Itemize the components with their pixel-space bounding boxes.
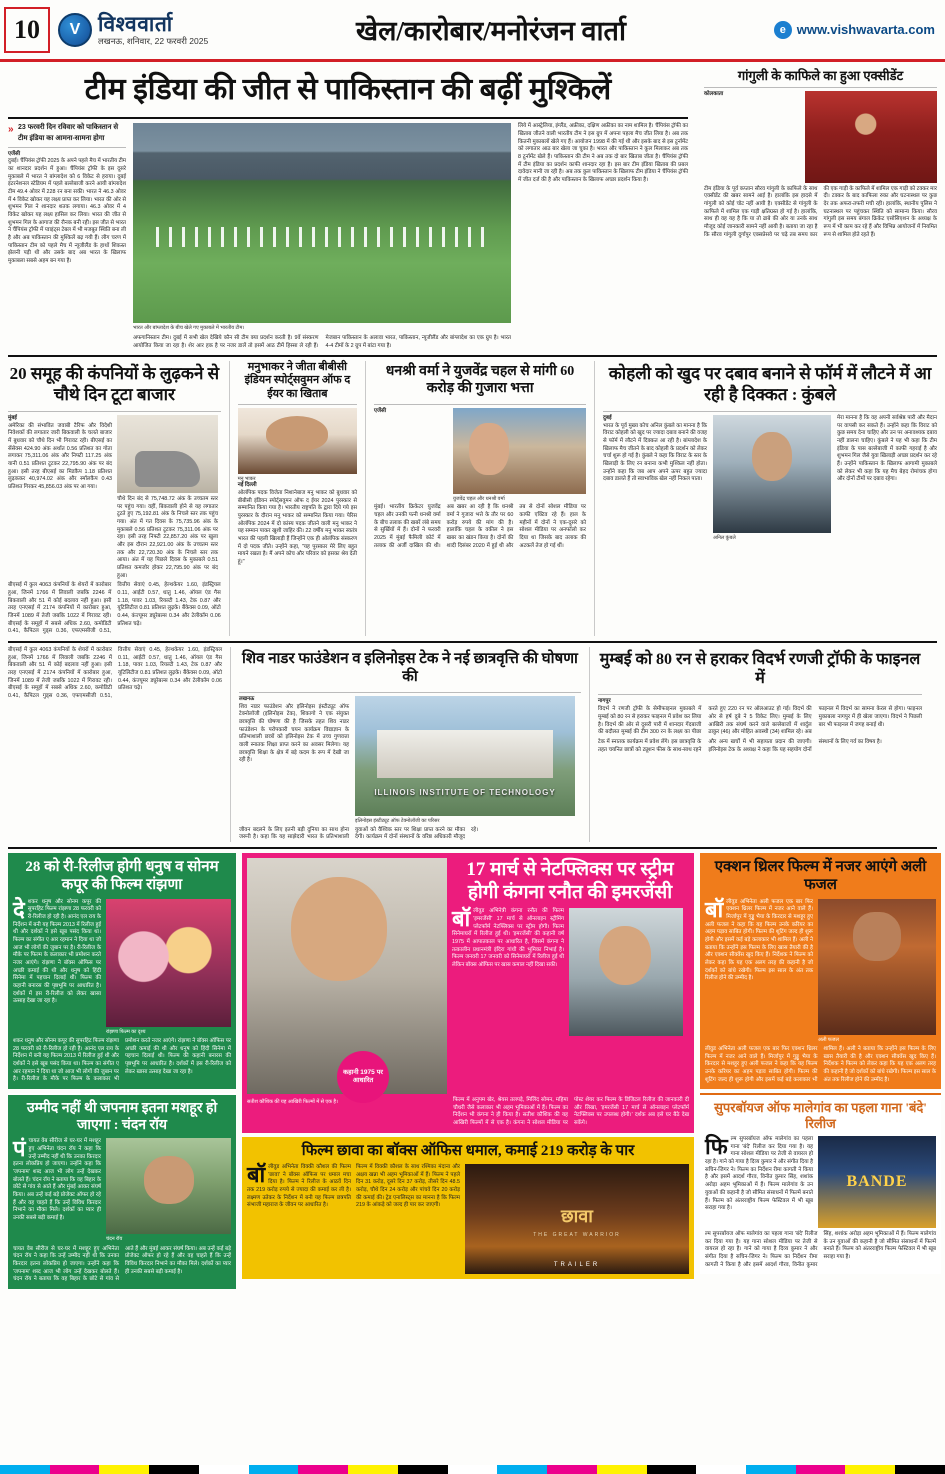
- manu-photo: [238, 408, 357, 474]
- ranjhaana-text-2: शकर धनुष और सोनम कपूर की सुपरहिट फिल्म रांझणा 28 फरवरी को री-रिलीज हो रही है। आनंद एल राय के निर्देशन में बनी यह फिल्म 2013 में रिलीज हुई थी और दर्शकों ने इसे खूब पसंद किया था। फिल्म का संगीत ए आर रहमान ने दिया था जो आज भी लोगों की जुबान पर है। री-रिलीज के मौके पर फिल्म के कलाकार भी प्रमोशन करते नजर आएंगे। रांझणा ने बॉक्स ऑफिस पर अच्छी कमाई की थी और धनुष को हिंदी सिनेमा में पहचान दिलाई थी। फिल्म की कहानी बनारस की पृष्ठभूमि पर आधारित है। दर्शकों में इस री-रिलीज को लेकर खासा उत्साह देखा जा रहा है।: [13, 1038, 231, 1083]
- chandan-story: [8, 1093, 236, 1289]
- ganguly-headline: गांगुली के काफिले का हुआ एक्सीडेंट: [737, 68, 904, 83]
- lead-headline: टीम इंडिया की जीत से पाकिस्तान की बढ़ीं मुश्किलें: [84, 73, 612, 106]
- page-number: 10: [4, 7, 50, 53]
- dhanashree-photo-caption: युजवेंद्र चहल और धनश्री वर्मा: [453, 495, 505, 502]
- lead-photo-block: [133, 123, 511, 350]
- lead-text-1: दुबई। चैंपियंस ट्रॉफी 2025 के अपने पहले मैच में भारतीय टीम का शानदार प्रदर्शन में हुआ। चैंपियंस ट्रॉफी के इस दूसरे मुकाबले में भारत ने बांग्लादेश को 6 विकेट से हराया। दुबई इंटरनेशनल स्टेडियम में पहले बल्लेबाजी करने आयी बांग्लादेश टीम 49.4 ओवर में 228 रन बना सकी। भारत ने 46.3 ओवर में 4 विकेट खोकर यह लक्ष्य प्राप्त कर लिया। भारत की ओर से शुभमन गिल ने शानदार शतक लगाया। 46.3 ओवर में 4 विकेट खोकर यह लक्ष्य हासिल कर लिया। भारत की जीत से शुभमन गिल के आगाज की रौनक बनी रही। इस जीत से भारत ने चैंपियंस ट्रॉफी में प्वाइंट्स टेबल में भी मजबूत स्थिति बना ली है और अब पाकिस्तान की मुश्किलें बढ़ गयी हैं। लीग चरण में पाकिस्तान टीम को पहले मैच में न्यूजीलैंड के हाथों शिकस्त झेलनी पड़ी थी और उसके बाद अब भारत के खिलाफ मुकाबला सबसे अहम बन गया है।: [8, 158, 127, 265]
- website-url-text: www.vishwavarta.com: [796, 22, 935, 37]
- ranjhaana-headline: 28 को री-रिलीज होगी धनुष व सोनम कपूर की फिल्म रांझणा: [25, 858, 219, 894]
- globe-icon: e: [774, 21, 792, 39]
- alifazal-text: लीवुड अभिनेता अली फजल एक बार फिर एक्शन थ्रिलर फिल्म में नजर आने वाले हैं। मिर्जापुर में गुड्डू भैया के किरदार से मशहूर हुए अली फजल ने कहा कि यह फिल्म उनके करियर का अहम पड़ाव साबित होगी। फिल्म की शूटिंग जल्द ही शुरू होगी और इसमें कई बड़े कलाकार भी शामिल हैं। अली ने बताया कि उन्होंने इस फिल्म के लिए खास तैयारी की है और एक्शन सीक्वेंस खुद किए हैं। निर्देशक ने फिल्म को लेकर कहा कि यह एक अलग तरह की कहानी है जो दर्शकों को बांधे रखेगी। फिल्म इस साल के अंत तक रिलीज होने की उम्मीद है।: [705, 898, 813, 982]
- manu-headline: मनुभाकर ने जीता बीबीसी इंडियन स्पोर्ट्सवुमन ऑफ द ईयर का खिताब: [244, 361, 351, 400]
- lead-text-3: लिये में आस्ट्रेलिया, इंग्लैंड, अफ्रीका, दक्षिण अफ्रीका का नाम शामिल है। चैंपियंस ट्रॉफी का खिताब जीतने वाली भारतीय टीम ने इस ग्रुप में अपना पहला मैच जीत लिया है। अब तक कितनी मुकाबलों खेले गए हैं। आयोजन 1998 में की गई थी और इसके बाद से इस टूर्नामेंट को लगातार आठ बार खेला जा चुका है। भारत और पाकिस्तान ने कुल मिलाकर अब तक 8 टूर्नामेंट खेले हैं। पाकिस्तान की टीम ने अब तक दो बार खिताब जीता है। चैंपियंस ट्रॉफी में टीम इंडिया का प्रदर्शन काफी शानदार रहा है। इस बार टीम इंडिया खिताब की प्रबल दावेदार मानी जा रही है। अब तक कुल पाकिस्तान के खिलाफ टीम इंडिया ने चैंपियंस ट्रॉफी में जीत दर्ज की है और पाकिस्तान के खिलाफ अच्छा प्रदर्शन किया है।: [518, 123, 688, 184]
- chandan-dropcap: पं: [13, 1136, 26, 1162]
- alifazal-text-2: लीवुड अभिनेता अली फजल एक बार फिर एक्शन थ्रिलर फिल्म में नजर आने वाले हैं। मिर्जापुर में गुड्डू भैया के किरदार से मशहूर हुए अली फजल ने कहा कि यह फिल्म उनके करियर का अहम पड़ाव साबित होगी। फिल्म की शूटिंग जल्द ही शुरू होगी और इसमें कई बड़े कलाकार भी शामिल हैं। अली ने बताया कि उन्होंने इस फिल्म के लिए खास तैयारी की है और एक्शन सीक्वेंस खुद किए हैं। निर्देशक ने फिल्म को लेकर कहा कि यह एक अलग तरह की कहानी है जो दर्शकों को बांधे रखेगी। फिल्म इस साल के अंत तक रिलीज होने की उम्मीद है।: [705, 1046, 936, 1083]
- kumble-text-2: मेरा मानना है कि वह अपनी सर्वश्रेष्ठ पारी और मैदान पर वापसी कर सकते हैं। उन्होंने कहा कि विराट को कुछ समय देना चाहिए और उन पर अनावश्यक दबाव नहीं डालना चाहिए। कुंबले ने यह भी कहा कि टीम इंडिया के पास बल्लेबाजी में काफी गहराई है और शुभमन गिल जैसे युवा खिलाड़ी अच्छा प्रदर्शन कर रहे हैं। उन्होंने पाकिस्तान के खिलाफ आगामी मुकाबले को लेकर भी कहा कि यह मैच बेहद रोमांचक होगा और दोनों टीमों पर दबाव रहेगा।: [837, 415, 938, 483]
- chhaava-poster-title: छावा: [561, 1205, 593, 1226]
- ganguly-dateline: कोलकाता: [704, 90, 724, 97]
- dhanashree-story: [374, 361, 586, 636]
- shivnadar-photo-campus: [355, 696, 575, 816]
- chhaava-poster-subtitle: THE GREAT WARRIOR: [533, 1232, 621, 1239]
- ganguly-text: टीम इंडिया के पूर्व कप्तान सौरव गांगुली के काफिले के साथ एक्सीडेंट की खबर सामने आई है। हालांकि इस हादसे में गांगुली को कोई चोट नहीं आयी है। एक्सीडेंट से गांगुली के काफिले में शामिल एक गाड़ी क्षतिग्रस्त हो गई है। हालांकि, साथ ही वह यह है कि या तो ढाबे की ओर या उनके साथ मौजूद कोई जानकारी सामने नहीं आयी है। बताया जा रहा है कि सौरव गांगुली दुर्गापुर एक्सप्रेसवे पर चढ़े तब समय कार की एक गाड़ी के काफिले में शामिल एक गाड़ी को टक्कर मार दी। टक्कर के बाद काफिला रुका और घटनास्थल पर कुछ देर तक अफरा-तफरी मची रही। हालांकि, स्थानीय पुलिस ने घटनास्थल पर पहुंचकर स्थिति को सामान्य किया। सौरव गांगुली इस समय बंगाल क्रिकेट एसोसिएशन के अध्यक्ष के रूप में भी काम कर रहे हैं और विभिन्न आयोजनों में नियमित रूप से शामिल होते रहते हैं।: [704, 185, 937, 238]
- bande-text: ल्म सुपरबॉयज ऑफ मालेगांव का पहला गाना 'बंदे' रिलीज कर दिया गया है। यह गाना सोशल मीडिया पर तेजी से वायरल हो रहा है। गाने को गाया है दिव्य कुमार ने और संगीत दिया है सचिन-जिगर ने। फिल्म का निर्देशन रीमा कागती ने किया है और इसमें आदर्श गौरव, विनीत कुमार सिंह, शशांक अरोड़ा अहम भूमिकाओं में हैं। फिल्म मालेगांव के उन युवाओं की कहानी है जो सीमित संसाधनों में फिल्में बनाते हैं। फिल्म को अंतरराष्ट्रीय फिल्म फेस्टिवल में भी खूब सराहा गया है।: [705, 1136, 813, 1212]
- alifazal-photo: [818, 899, 936, 1035]
- ranjhaana-text: शकर धनुष और सोनम कपूर की सुपरहिट फिल्म रांझणा 28 फरवरी को री-रिलीज हो रही है। आनंद एल राय के निर्देशन में बनी यह फिल्म 2013 में रिलीज हुई थी और दर्शकों ने इसे खूब पसंद किया था। फिल्म का संगीत ए आर रहमान ने दिया था जो आज भी लोगों की जुबान पर है। री-रिलीज के मौके पर फिल्म के कलाकार भी प्रमोशन करते नजर आएंगे। रांझणा ने बॉक्स ऑफिस पर अच्छी कमाई की थी और धनुष को हिंदी सिनेमा में पहचान दिलाई थी। फिल्म की कहानी बनारस की पृष्ठभूमि पर आधारित है। दर्शकों में इस री-रिलीज को लेकर खासा उत्साह देखा जा रहा है।: [13, 898, 101, 1005]
- cmyk-registration-strip: [0, 1465, 945, 1474]
- ranjhaana-photo-caption: रांझणा फिल्म का दृश्य: [106, 1028, 146, 1035]
- kangana-photo-caption: सतीश कौशिक की यह आखिरी फिल्मों में से एक है।: [247, 1098, 338, 1105]
- kangana-story: [242, 853, 694, 1133]
- publication-edition-date: लखनऊ, शनिवार, 22 फरवरी 2025: [98, 36, 209, 47]
- ranjhaana-dropcap: दे: [13, 896, 25, 922]
- lead-kicker: » 23 फरवरी दिन रविवार को पाकिस्तान से टीम इंडिया का आमना-सामना होगा: [8, 123, 126, 143]
- market-text-2: चौथे दिन बंद से 75,748.72 अंक के उच्चतम स्तर पर पहुंच गया। वहीं, बिकवाली होने से यह लगातार टूटते हुए 75,192.81 अंक के निचले स्तर तक पहुंच गया। अंत में गत दिवस के 75,735.96 अंक के मुकाबले 0.56 प्रतिशत टूटकर 75,311.06 अंक पर रहा। इसी तरह निफ्टी 22,857.20 अंक पर खुला और इस दौरान 22,921.00 अंक के उच्चतम स्तर तक और 22,720.30 अंक के निचले स्तर तक आया। अंत में यह पिछले दिवस के मुकाबले 0.51 प्रतिशत कमजोर होकर 22,795.90 अंक पर बंद हुआ।: [117, 496, 218, 579]
- lead-story: [8, 68, 688, 350]
- chandan-headline: उम्मीद नहीं थी जपनाम इतना मशहूर हो जाएगा : चंदन रॉय: [26, 1101, 218, 1134]
- dhanashree-headline: धनश्री वर्मा ने युजवेंद्र चहल से मांगी 60 करोड़ की गुजारा भत्ता: [385, 364, 575, 397]
- ranji-dateline: नागपुर: [598, 698, 611, 705]
- lead-col-1: [8, 123, 126, 350]
- top-section: [8, 68, 937, 350]
- kumble-story: [603, 361, 937, 636]
- logo-icon: V: [58, 13, 92, 47]
- bande-headline: सुपरबॉयज ऑफ मालेगांव का पहला गाना 'बंदे' रिलीज: [714, 1100, 927, 1132]
- entertainment-right-col: [700, 853, 941, 1289]
- ganguly-photo: [805, 91, 937, 183]
- chandan-photo: [106, 1138, 231, 1234]
- manu-text: ओलंपिक पदक विजेता निशानेबाज मनु भाकर को बुधवार को बीबीसी इंडियन स्पोर्ट्सवुमन ऑफ द ईयर 2024 पुरस्कार से सम्मानित किया गया है। भारतीय राष्ट्रपति के द्वारा दिये गये इस पुरस्कार के दौरान मनु भाकर को सम्मानित किया गया। पेरिस ओलंपिक 2024 में दो कांस्य पदक जीतने वाली मनु भाकर ने यह सम्मान पाकर खुशी जाहिर की। 22 वर्षीय मनु भाकर स्वतंत्र भारत की पहली खिलाड़ी हैं जिन्होंने एक ही ओलंपिक संस्करण में दो पदक जीते। उन्होंने कहा, ''यह पुरस्कार मेरे लिए बहुत मायने रखता है। मैं अपने कोच और परिवार को इसका श्रेय देती हूं।'': [237, 489, 358, 566]
- kangana-photo-secondary: [569, 908, 683, 1036]
- chhaava-text-2: फिल्म में विक्की कौशल के साथ रश्मिका मंदाना और अक्षय खन्ना भी अहम भूमिकाओं में हैं। फिल्म ने पहले दिन 31 करोड़, दूसरे दिन 37 करोड़, तीसरे दिन 48.5 करोड़, चौथे दिन 24 करोड़ और पांचवे दिन 20 करोड़ की कमाई की। ट्रेड एनालिस्ट्स का मानना है कि फिल्म 219 के आंकड़े को जल्द ही पार कर जाएगी।: [356, 1163, 460, 1209]
- campus-building-label: ILLINOIS INSTITUTE OF TECHNOLOGY: [374, 787, 556, 797]
- lead-dateline: एजेंसी: [8, 150, 21, 157]
- ranji-headline: मुम्बई को 80 रन से हराकर विदर्भ रणजी ट्रॉफी के फाइनल में: [599, 651, 921, 688]
- kangana-text-2: फिल्म में अनुपम खेर, श्रेयस तलपड़े, मिलिंद सोमन, महिमा चौधरी जैसे कलाकार भी अहम भूमिकाओं में हैं। फिल्म का निर्देशन भी कंगना ने ही किया है। सतीश कौशिक की यह आखिरी फिल्मों में से एक है। कंगना ने सोशल मीडिया पर पोस्ट शेयर कर फिल्म के डिजिटल रिलीज की जानकारी दी और लिखा, 'इमरजेंसी 17 मार्च से ऑनलाइन प्लेटफॉर्म नेटफ्लिक्स पर उपलब्ध होगी।' दर्शक अब इसे घर बैठे देख सकेंगे।: [453, 1096, 689, 1126]
- chandan-text: चायत वेब सीरीज से घर-घर में मशहूर हुए अभिनेता चंदन रॉय ने कहा कि उन्हें उम्मीद नहीं थी कि उनका किरदार इतना लोकप्रिय हो जाएगा। उन्होंने कहा कि 'जपनाम' शब्द आज भी लोग उन्हें देखकर बोलते हैं। चंदन रॉय ने बताया कि वह बिहार के छोटे से गांव से आते हैं और मुंबई आकर संघर्ष किया। अब उन्हें कई बड़े प्रोजेक्ट ऑफर हो रहे हैं और वह चाहते हैं कि उन्हें विविध किरदार निभाने का मौका मिले। दर्शकों का प्यार ही उनकी सबसे बड़ी कमाई है।: [13, 1138, 101, 1221]
- publication-name: विश्ववार्ता: [98, 12, 173, 37]
- shivnadar-story: [239, 647, 581, 842]
- kumble-headline: कोहली को खुद पर दबाव बनाने से फॉर्म में लौटने में आ रही है दिक्कत : कुंबले: [608, 364, 932, 404]
- entertainment-mid-col: [242, 853, 694, 1289]
- bande-poster-title: BANDE: [846, 1172, 908, 1190]
- alifazal-photo-caption: अली फजल: [818, 1036, 839, 1043]
- lead-photo-caption: भारत और बांग्लादेश के बीच खेले गए मुकाबले में भारतीय टीम।: [133, 325, 245, 332]
- dhanashree-photo: [453, 408, 586, 494]
- dhanashree-text: मुंबई। भारतीय क्रिकेटर युजवेंद्र चहल और उनकी पत्नी धनश्री वर्मा के बीच तलाक की खबरें लंबे समय से सुर्खियों में हैं। दोनों ने फरवरी 2025 में मुंबई फैमिली कोर्ट में तलाक की अर्जी दाखिल की थी। अब खबर आ रही है कि धनश्री वर्मा ने गुजारा भत्ते के तौर पर 60 करोड़ रुपये की मांग की है। हालांकि चहल के वकील ने इस खबर का खंडन किया है। दोनों की शादी दिसंबर 2020 में हुई थी और तब से दोनों सोशल मीडिया पर काफी एक्टिव रहे हैं। हाल के महीनों में दोनों ने एक-दूसरे को सोशल मीडिया पर अनफॉलो कर दिया था जिसके बाद तलाक की अटकलें तेज हो गई थीं।: [374, 504, 586, 549]
- chhaava-poster: [465, 1164, 689, 1274]
- lead-text-2: अफगानिस्तान टीम। दुबई में सभी खेल देखिये कौन सी टीम क्या प्रदर्शन करती है। 9वें संस्करण आयोजित किया जा रहा है। शेर आर हक है पर नजर डालें तो इसमें आठ टीमें हिस्सा ले रही हैं। मेजबान पाकिस्तान के अलावा भारत, पाकिस्तान, न्यूजीलैंड और बांग्लादेश का एक ग्रुप है। भारत 4-4 टीमों के 2 ग्रुप में बांटा गया है।: [133, 334, 511, 349]
- manu-dateline: नई दिल्ली: [237, 482, 257, 489]
- alifazal-story: [700, 853, 941, 1089]
- shivnadar-photo-caption: इलिनोइस इंस्टीट्यूट ऑफ टेक्नोलॉजी का परिसर: [355, 818, 440, 825]
- ganguly-story: [704, 68, 937, 350]
- shivnadar-text-1: शिव नाडर फाउंडेशन और इलिनोइस इंस्टीट्यूट ऑफ टेक्नोलॉजी (इलिनोइस टेक), शिकागो ने एक संयुक्त छात्रवृत्ति की घोषणा की है जिसके तहत शिव नाडर फाउंडेशन के परोपकारी चयन कार्यक्रम विद्याज्ञान के प्रतिभाशाली छात्रों को इलिनोइस टेक में उच्च गुणवत्ता वाली स्नातक शिक्षा प्राप्त करने का अवसर मिलेगा। यह छात्रवृत्ति शिक्षा के क्षेत्र में बड़े कदम के रूप में देखी जा रही है।: [239, 703, 349, 764]
- bande-poster: [818, 1136, 936, 1228]
- shivnadar-text-3: टेक में स्नातक कार्यक्रम में प्रवेश लेंगे। इस छात्रवृत्ति के तहत चयनित छात्रों को ट्यूशन फीस के साथ-साथ रहने और अन्य खर्चों में भी सहायता प्रदान की जाएगी। इलिनोइस टेक के अध्यक्ष ने कहा कि यह सहयोग दोनों संस्थानों के लिए गर्व का विषय है।: [598, 738, 882, 753]
- market-text-1: अमेरिका की संभावित जवाबी टैरिफ और विदेशी निवेशकों की लगातार जारी बिकवाली के चलते बाजार में बुधवार को चौथे दिन भी गिरावट रही। बीएसई का सेंसेक्स 424.90 अंक अर्थात 0.56 प्रतिशत का गोता लगाकर 75,311.06 अंक और निफ्टी 117.25 अंक यानी 0.51 प्रतिशत टूटकर 22,795.90 अंक पर बंद हुआ। इसी तरह बीएसई का मिडकैप 1.18 प्रतिशत लुढ़ककर 40,974.02 अंक और स्मॉलकैप 0.43 प्रतिशत गिरकर 45,856.03 अंक पर आ गया।: [8, 422, 112, 491]
- market-data-continued: [8, 647, 222, 842]
- kangana-text-1: लीवुड अभिनेत्री कंगना रनौत की फिल्म 'इमरजेंसी' 17 मार्च से ऑनलाइन स्ट्रीमिंग प्लेटफॉर्म नेटफ्लिक्स पर स्ट्रीम होगी। फिल्म सिनेमाघरों में रिलीज हुई थी। 'इमरजेंसी' की कहानी वर्ष 1975 में आपातकाल पर आधारित है, जिसमें कंगना ने तत्कालीन प्रधानमंत्री इंदिरा गांधी की भूमिका निभाई है। फिल्म जनवरी 17 जनवरी को सिनेमाघरों में रिलीज हुई थी लेकिन बॉक्स ऑफिस पर खास कमाल नहीं दिखा सकी।: [452, 908, 564, 968]
- kangana-dropcap: बॉ: [452, 906, 471, 932]
- section-title: खेल/कारोबार/मनोरंजन वार्ता: [356, 16, 626, 46]
- lead-col-3: [518, 123, 688, 350]
- kumble-photo: [713, 415, 831, 533]
- kumble-photo-caption: अनिल कुंबले: [713, 535, 736, 542]
- ranji-text: विदर्भ ने रणजी ट्रॉफी के सेमीफाइनल मुकाबले में मुम्बई को 80 रन से हराकर फाइनल में प्रवेश कर लिया है। विदर्भ की ओर से दूसरी पारी में शानदार गेंदबाजी की बदौलत मुम्बई की टीम 300 रन के लक्ष्य का पीछा करते हुए 220 रन पर ऑलआउट हो गई। विदर्भ की ओर से हर्ष दुबे ने 5 विकेट लिए। मुम्बई के लिए आखिरी तक संघर्ष करने वाले बल्लेबाजों में शार्दुल ठाकुर (46) और मोहित अवस्थी (34) शामिल रहे। अब फाइनल में विदर्भ का सामना केरल से होगा। फाइनल मुकाबला नागपुर में ही खेला जाएगा। विदर्भ ने पिछली बार भी फाइनल में जगह बनाई थी।: [598, 706, 922, 736]
- market-photo-bull: [117, 415, 218, 493]
- shivnadar-text-2: जीवन बदलने के लिए इतनी बड़ी दुनिया का साथ होना जरूरी है। कहा कि यह साझेदारी भारत के प्रतिभाशाली युवाओं को वैश्विक स्तर पर शिक्षा प्राप्त करने का मौका देगी। कार्यक्रम में दोनों संस्थानों के वरिष्ठ अधिकारी मौजूद रहे।: [239, 826, 479, 841]
- chhaava-dropcap: बॉ: [247, 1161, 266, 1187]
- chhaava-trailer-button[interactable]: TRAILER: [553, 1262, 601, 1269]
- market-text-4: बीएसई में कुल 4063 कंपनियों के शेयरों में कारोबार हुआ, जिनमें 1766 में लिवाली जबकि 2246 में बिकवाली और 51 में कोई बदलाव नहीं हुआ। इसी तरह एनएसई में 2174 कंपनियों में कारोबार हुआ, जिनमें 1089 में तेजी जबकि 1022 में गिरावट रही। बीएसई के समूहों में सबसे अधिक 2.60, कमोडिटी 0.41, कैपिटल गुड्स 0.36, एफएमसीजी 0.51, वित्तीय सेवाएं 0.45, हेल्थकेयर 1.60, इंडस्ट्रियल 0.11, आईटी 0.57, धातु 1.46, ऑयल एंड गैस 1.18, पावर 1.03, रियल्टी 1.43, टेक 0.87 और यूटिलिटीज 0.81 प्रतिशत लुढ़के। बैंकेक्स 0.09, ऑटो 0.44, कंज्यूमर ड्यूरेबल्स 0.34 और टेलीकॉम 0.06 प्रतिशत चढ़े।: [8, 647, 222, 700]
- market-dateline: मुंबई: [8, 415, 17, 422]
- shivnadar-dateline: लखनऊ: [239, 696, 255, 703]
- manu-photo-caption: मनु भाकर: [237, 475, 256, 482]
- third-band: [8, 647, 937, 842]
- kangana-headline: 17 मार्च से नेटफ्लिक्स पर स्ट्रीम होगी कंगना रनौत की इमरजेंसी: [466, 858, 674, 904]
- alifazal-dropcap: बॉ: [705, 896, 724, 922]
- alifazal-headline: एक्शन थ्रिलर फिल्म में नजर आएंगे अली फजल: [714, 858, 927, 894]
- market-text-3: बीएसई में कुल 4063 कंपनियों के शेयरों में कारोबार हुआ, जिनमें 1766 में लिवाली जबकि 2246 में बिकवाली और 51 में कोई बदलाव नहीं हुआ। इसी तरह एनएसई में 2174 कंपनियों में कारोबार हुआ, जिनमें 1089 में तेजी जबकि 1022 में गिरावट रही। बीएसई के समूहों में सबसे अधिक 2.60, कमोडिटी 0.41, कैपिटल गुड्स 0.36, एफएमसीजी 0.51, वित्तीय सेवाएं 0.45, हेल्थकेयर 1.60, इंडस्ट्रियल 0.11, आईटी 0.57, धातु 1.46, ऑयल एंड गैस 1.18, पावर 1.03, रियल्टी 1.43, टेक 0.87 और यूटिलिटीज 0.81 प्रतिशत लुढ़के। बैंकेक्स 0.09, ऑटो 0.44, कंज्यूमर ड्यूरेबल्स 0.34 और टेलीकॉम 0.06 प्रतिशत चढ़े।: [8, 582, 221, 635]
- publication-logo: [58, 13, 208, 47]
- entertainment-band: [8, 853, 937, 1289]
- dhanashree-dateline: एजेंसी: [374, 407, 387, 414]
- lead-photo-stadium: [133, 123, 511, 323]
- website-link[interactable]: [774, 21, 935, 39]
- ranjhaana-photo: [106, 899, 231, 1027]
- second-band: [8, 361, 937, 636]
- market-headline: 20 समूह की कंपनियों के लुढ़कने से चौथे दिन टूटा बाजार: [9, 364, 220, 404]
- bande-story: [700, 1093, 941, 1274]
- chhaava-text-1: लीवुड अभिनेता विक्की कौशल की फिल्म 'छावा' ने बॉक्स ऑफिस पर धमाल मचा दिया है। फिल्म ने रिलीज के आठवें दिन तक 219 करोड़ रुपये से ज्यादा की कमाई कर ली है। लक्ष्मण उतेकर के निर्देशन में बनी यह फिल्म छत्रपति संभाजी महाराज के जीवन पर आधारित है।: [247, 1163, 351, 1209]
- kumble-dateline: दुबई: [603, 415, 612, 422]
- market-story: [8, 361, 221, 636]
- bande-text-2: ल्म सुपरबॉयज ऑफ मालेगांव का पहला गाना 'बंदे' रिलीज कर दिया गया है। यह गाना सोशल मीडिया पर तेजी से वायरल हो रहा है। गाने को गाया है दिव्य कुमार ने और संगीत दिया है सचिन-जिगर ने। फिल्म का निर्देशन रीमा कागती ने किया है और इसमें आदर्श गौरव, विनीत कुमार सिंह, शशांक अरोड़ा अहम भूमिकाओं में हैं। फिल्म मालेगांव के उन युवाओं की कहानी है जो सीमित संसाधनों में फिल्में बनाते हैं। फिल्म को अंतरराष्ट्रीय फिल्म फेस्टिवल में भी खूब सराहा गया है।: [705, 1231, 936, 1268]
- chhaava-headline: फिल्म छावा का बॉक्स ऑफिस धमाल, कमाई 219 करोड़ के पार: [301, 1142, 635, 1159]
- ranji-story: [598, 647, 922, 842]
- kumble-text-1: भारत के पूर्व मुख्य कोच अनिल कुंबले का मानना है कि विराट कोहली को खुद पर ज्यादा दबाव बनाने की वजह से फॉर्म में लौटने में दिक्कत आ रही है। बांग्लादेश के खिलाफ मैच जीतने के बाद कोहली के प्रदर्शन को लेकर चर्चा शुरू हो गई है। कुंबले ने कहा कि विराट के स्तर के खिलाड़ी के लिए रन बनाना कभी मुश्किल नहीं होता। उन्होंने कहा कि जब आप अपने ऊपर बहुत ज्यादा दबाव डालते हैं तो स्वाभाविक खेल नहीं निकल पाता।: [603, 422, 708, 483]
- chhaava-story: [242, 1137, 694, 1279]
- entertainment-left-col: [8, 853, 236, 1289]
- shivnadar-headline: शिव नाडर फाउंडेशन व इलिनोइस टेक ने नई छात्रवृत्ति की घोषणा की: [242, 651, 578, 686]
- ranjhaana-story: [8, 853, 236, 1089]
- kangana-badge: कहानी 1975 पर आधारित: [337, 1051, 389, 1103]
- bande-dropcap: फि: [705, 1134, 728, 1160]
- masthead: [0, 0, 945, 62]
- chandan-text-2: चायत वेब सीरीज से घर-घर में मशहूर हुए अभिनेता चंदन रॉय ने कहा कि उन्हें उम्मीद नहीं थी कि उनका किरदार इतना लोकप्रिय हो जाएगा। उन्होंने कहा कि 'जपनाम' शब्द आज भी लोग उन्हें देखकर बोलते हैं। चंदन रॉय ने बताया कि वह बिहार के छोटे से गांव से आते हैं और मुंबई आकर संघर्ष किया। अब उन्हें कई बड़े प्रोजेक्ट ऑफर हो रहे हैं और वह चाहते हैं कि उन्हें विविध किरदार निभाने का मौका मिले। दर्शकों का प्यार ही उनकी सबसे बड़ी कमाई है।: [13, 1245, 231, 1283]
- chandan-photo-caption: चंदन रॉय: [106, 1236, 123, 1243]
- manu-story: [238, 361, 357, 636]
